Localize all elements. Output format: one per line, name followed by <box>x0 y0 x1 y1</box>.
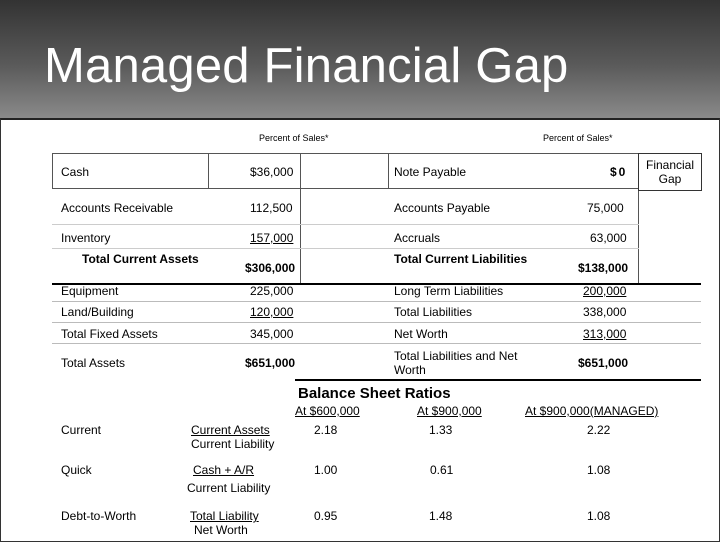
ratios-col-900k-managed: At $900,000(MANAGED) <box>525 404 659 418</box>
cash-label: Cash <box>61 165 90 179</box>
ratio-numerator-current: Current Assets <box>191 423 270 437</box>
ratio-numerator-debt-to-worth: Total Liability <box>190 509 259 523</box>
land-value: 120,000 <box>250 305 294 319</box>
total-current-liabilities-label: Total Current Liabilities <box>394 252 528 266</box>
ratios-col-900k: At $900,000 <box>417 404 482 418</box>
ar-value: 112,500 <box>250 201 293 215</box>
total-assets-label: Total Assets <box>61 356 126 370</box>
total-current-assets-value: $306,000 <box>245 261 296 275</box>
ratio-dtw-managed: 1.08 <box>587 509 611 523</box>
slide-title: Managed Financial Gap <box>44 39 569 93</box>
total-current-liabilities-value: $138,000 <box>578 261 629 275</box>
equipment-label: Equipment <box>61 284 119 298</box>
note-payable-label: Note Payable <box>394 165 467 179</box>
equipment-value: 225,000 <box>250 284 294 298</box>
accruals-label: Accruals <box>394 231 441 245</box>
financial-gap-label: Financial Gap <box>645 158 695 186</box>
grid-v3 <box>388 153 389 189</box>
accounts-payable-label: Accounts Payable <box>394 201 491 215</box>
ratio-denominator-quick: Current Liability <box>187 481 271 495</box>
ratio-name-debt-to-worth: Debt-to-Worth <box>61 509 137 523</box>
total-liabilities-net-worth-value: $651,000 <box>578 356 629 370</box>
ratio-quick-managed: 1.08 <box>587 463 611 477</box>
net-worth-value: 313,000 <box>583 327 627 341</box>
long-term-liabilities-value: 200,000 <box>583 284 627 298</box>
grid-v2 <box>300 153 301 283</box>
total-liabilities-value: 338,000 <box>583 305 627 319</box>
total-fixed-assets-label: Total Fixed Assets <box>61 327 158 341</box>
ratio-denominator-current: Current Liability <box>191 437 275 451</box>
inventory-value: 157,000 <box>250 231 294 245</box>
ratio-denominator-debt-to-worth: Net Worth <box>194 523 248 537</box>
total-liabilities-net-worth-label: Total Liabilities and Net Worth <box>394 349 518 377</box>
grid-h1 <box>52 224 639 225</box>
inventory-label: Inventory <box>61 231 111 245</box>
financial-gap-box <box>638 153 702 191</box>
ratio-current-900k: 1.33 <box>429 423 453 437</box>
net-worth-label: Net Worth <box>394 327 448 341</box>
grid-v1 <box>208 153 209 189</box>
pct-sales-left: Percent of Sales* <box>259 133 329 143</box>
pct-sales-right: Percent of Sales* <box>543 133 613 143</box>
ratios-title: Balance Sheet Ratios <box>298 385 451 402</box>
ratio-current-600k: 2.18 <box>314 423 338 437</box>
grid-h2 <box>52 248 639 249</box>
ratio-numerator-quick: Cash + A/R <box>193 463 255 477</box>
ratio-name-quick: Quick <box>61 463 92 477</box>
ratio-name-current: Current <box>61 423 102 437</box>
ratio-quick-600k: 1.00 <box>314 463 338 477</box>
cash-row-bottom <box>52 188 639 189</box>
total-assets-value: $651,000 <box>245 356 296 370</box>
total-current-assets-label: Total Current Assets <box>82 252 199 266</box>
ar-label: Accounts Receivable <box>61 201 174 215</box>
long-term-liabilities-label: Long Term Liabilities <box>394 284 504 298</box>
land-label: Land/Building <box>61 305 134 319</box>
grid-h3 <box>52 301 701 302</box>
ratio-dtw-600k: 0.95 <box>314 509 338 523</box>
ratios-col-600k: At $600,000 <box>295 404 360 418</box>
table-top-border <box>52 153 639 154</box>
cash-value: $36,000 <box>250 165 294 179</box>
note-payable-value: $0 <box>610 165 628 179</box>
ratio-current-managed: 2.22 <box>587 423 611 437</box>
total-liabilities-label: Total Liabilities <box>394 305 473 319</box>
accruals-value: 63,000 <box>590 231 627 245</box>
grid-h4 <box>52 322 701 323</box>
ratio-dtw-900k: 1.48 <box>429 509 453 523</box>
ratio-quick-900k: 0.61 <box>430 463 454 477</box>
total-fixed-assets-value: 345,000 <box>250 327 294 341</box>
slide-header <box>0 0 720 118</box>
accounts-payable-value: 75,000 <box>587 201 624 215</box>
grid-h-thick2 <box>295 379 701 381</box>
grid-h5 <box>52 343 701 344</box>
table-left-border <box>52 153 53 189</box>
